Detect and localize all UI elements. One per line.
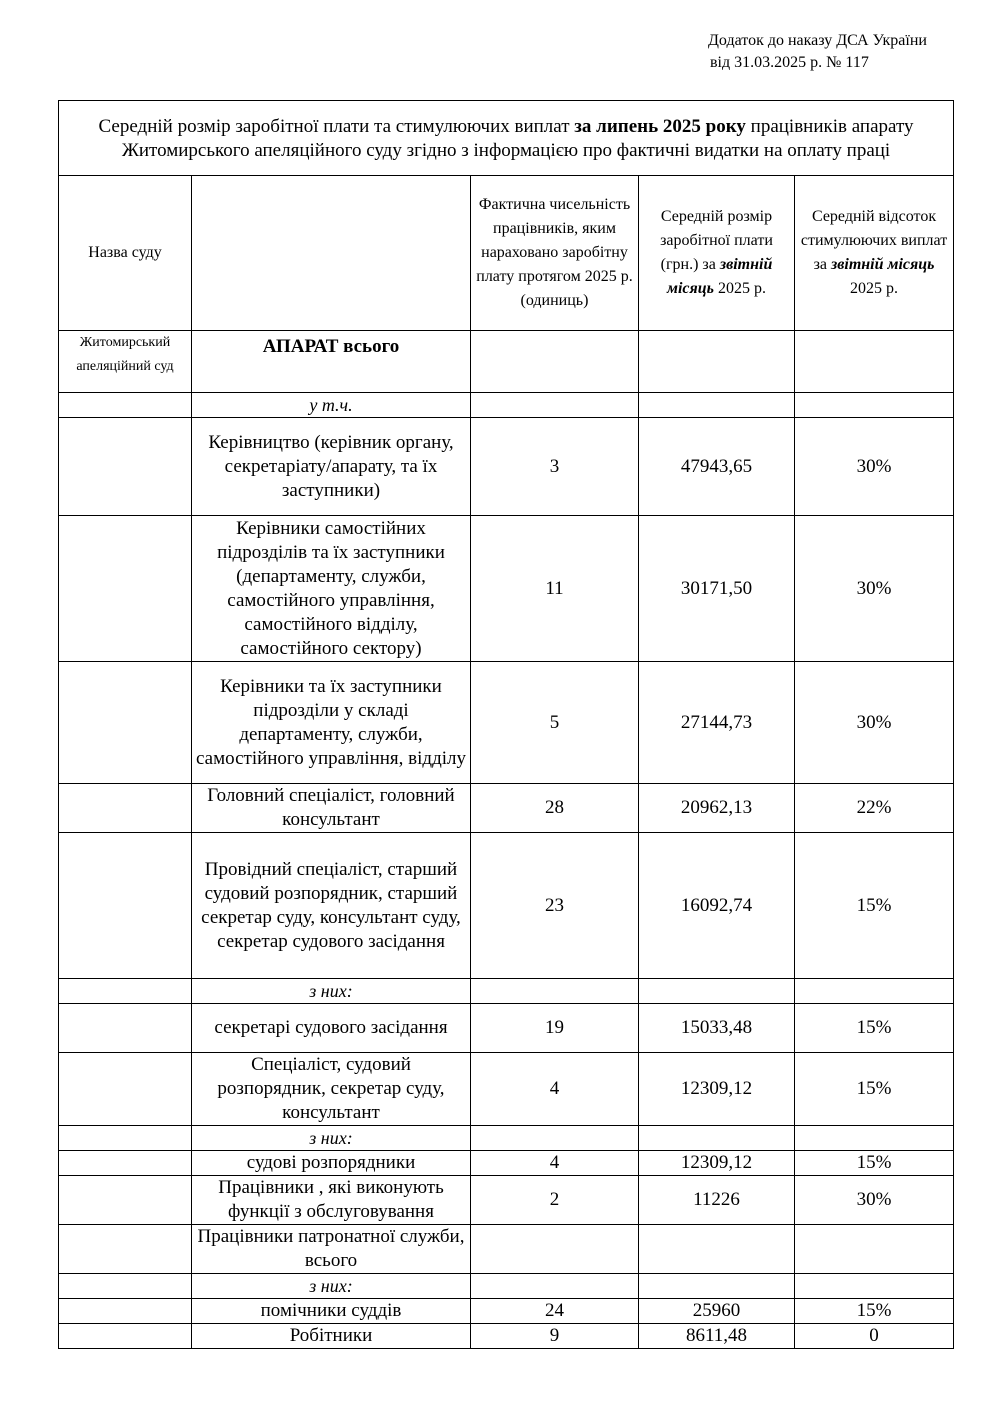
cell-bonus <box>795 331 954 393</box>
table-row <box>59 1004 954 1053</box>
cell-bonus: 15% <box>795 1053 954 1126</box>
header-bonus-period: звітній місяць <box>831 256 935 273</box>
title-text-1: Середній розмір заробітної плати та стимулюючих виплат <box>98 116 575 137</box>
table-row <box>59 833 954 979</box>
table-row <box>59 393 954 418</box>
header-salary-period: звітній місяць <box>667 256 773 297</box>
cell-category: Спеціаліст, судовий розпорядник, секретар суду, консультант <box>192 1053 471 1126</box>
table-row <box>59 784 954 833</box>
cell-category: Працівники , які виконують функції з обслуговування <box>192 1176 471 1225</box>
cell-category: помічники суддів <box>192 1299 471 1324</box>
table-row <box>59 979 954 1004</box>
cell-bonus: 15% <box>795 1299 954 1324</box>
cell-category: судові розпорядники <box>192 1151 471 1176</box>
table-row <box>59 1053 954 1126</box>
cell-salary: 25960 <box>639 1299 795 1324</box>
cell-salary: 16092,74 <box>639 833 795 979</box>
cell-bonus: 30% <box>795 662 954 784</box>
title-period: за липень 2025 року <box>574 116 746 137</box>
cell-bonus: 22% <box>795 784 954 833</box>
table-row <box>59 1126 954 1151</box>
cell-category: Працівники патронатної служби, всього <box>192 1225 471 1274</box>
table-row <box>59 418 954 516</box>
cell-salary <box>639 331 795 393</box>
cell-bonus: 15% <box>795 1004 954 1053</box>
header-salary <box>639 176 795 331</box>
cell-count: 2 <box>471 1176 639 1225</box>
cell-count: 4 <box>471 1053 639 1126</box>
header-bonus <box>795 176 954 331</box>
cell-category: Керівництво (керівник органу, секретаріату/апарату, та їх заступники) <box>192 418 471 516</box>
cell-bonus: 30% <box>795 418 954 516</box>
table-row <box>59 1324 954 1349</box>
cell-category: Керівники та їх заступники підрозділи у складі департаменту, служби, самостійного управління, відділу <box>192 662 471 784</box>
header-bonus-text: Середній відсоток стимулюючих виплат за <box>800 208 948 273</box>
cell-salary: 27144,73 <box>639 662 795 784</box>
table-row <box>59 331 954 393</box>
cell-salary: 15033,48 <box>639 1004 795 1053</box>
court-name-cell: Житомирський апеляційний суд <box>59 331 192 393</box>
cell-category: Головний спеціаліст, головний консультант <box>192 784 471 833</box>
annex-line-1: Додаток до наказу ДСА України <box>708 32 927 49</box>
cell-bonus <box>795 1225 954 1274</box>
table-row <box>59 516 954 662</box>
cell-category: Керівники самостійних підрозділів та їх заступники (департаменту, служби, самостійного управління, самостійного відділу, самостійного сектору) <box>192 516 471 662</box>
title-text-2: працівників апарату Житомирського апеляційного суду згідно з інформацією про фактичні видатки на оплату праці <box>121 116 914 161</box>
cell-count: 4 <box>471 1151 639 1176</box>
cell-count: 5 <box>471 662 639 784</box>
cell-salary: 12309,12 <box>639 1151 795 1176</box>
header-court-name: Назва суду <box>59 176 192 331</box>
cell-salary: 12309,12 <box>639 1053 795 1126</box>
including-label: у т.ч. <box>192 393 471 418</box>
header-salary-text: Середній розмір заробітної плати (грн.) за <box>660 208 773 273</box>
cell-count <box>471 1225 639 1274</box>
table-title-row <box>59 101 954 176</box>
cell-salary: 8611,48 <box>639 1324 795 1349</box>
table-row <box>59 1176 954 1225</box>
cell-salary: 47943,65 <box>639 418 795 516</box>
annex-line-2: від 31.03.2025 р. № 117 <box>710 54 869 71</box>
of-them-label: з них: <box>192 1126 471 1151</box>
cell-count: 11 <box>471 516 639 662</box>
cell-salary: 30171,50 <box>639 516 795 662</box>
cell-salary <box>639 1225 795 1274</box>
cell-count: 24 <box>471 1299 639 1324</box>
cell-category: Робітники <box>192 1324 471 1349</box>
cell-bonus: 15% <box>795 833 954 979</box>
table-header-row <box>59 176 954 331</box>
cell-count: 3 <box>471 418 639 516</box>
cell-count: 19 <box>471 1004 639 1053</box>
header-count: Фактична чисельність працівників, яким нараховано заробітну плату протягом 2025 р. (одиниць) <box>471 176 639 331</box>
cell-count <box>471 331 639 393</box>
table-row <box>59 1274 954 1299</box>
cell-category: Провідний спеціаліст, старший судовий розпорядник, старший секретар суду, консультант суду, секретар судового засідання <box>192 833 471 979</box>
header-bonus-year: 2025 р. <box>850 280 899 297</box>
cell-salary: 11226 <box>639 1176 795 1225</box>
cell-bonus: 30% <box>795 516 954 662</box>
table-row <box>59 1151 954 1176</box>
table-row <box>59 1299 954 1324</box>
apparat-total-label: АПАРАТ всього <box>192 331 471 393</box>
of-them-label: з них: <box>192 1274 471 1299</box>
cell-salary: 20962,13 <box>639 784 795 833</box>
of-them-label: з них: <box>192 979 471 1004</box>
cell-bonus: 30% <box>795 1176 954 1225</box>
table-title <box>59 101 954 176</box>
cell-count: 28 <box>471 784 639 833</box>
header-category <box>192 176 471 331</box>
table-row <box>59 662 954 784</box>
cell-count: 23 <box>471 833 639 979</box>
cell-bonus: 0 <box>795 1324 954 1349</box>
cell-bonus: 15% <box>795 1151 954 1176</box>
header-salary-year: 2025 р. <box>717 280 766 297</box>
table-row <box>59 1225 954 1274</box>
annex-note <box>708 30 927 74</box>
salary-report-table <box>58 100 954 1349</box>
cell-category: секретарі судового засідання <box>192 1004 471 1053</box>
cell-count: 9 <box>471 1324 639 1349</box>
